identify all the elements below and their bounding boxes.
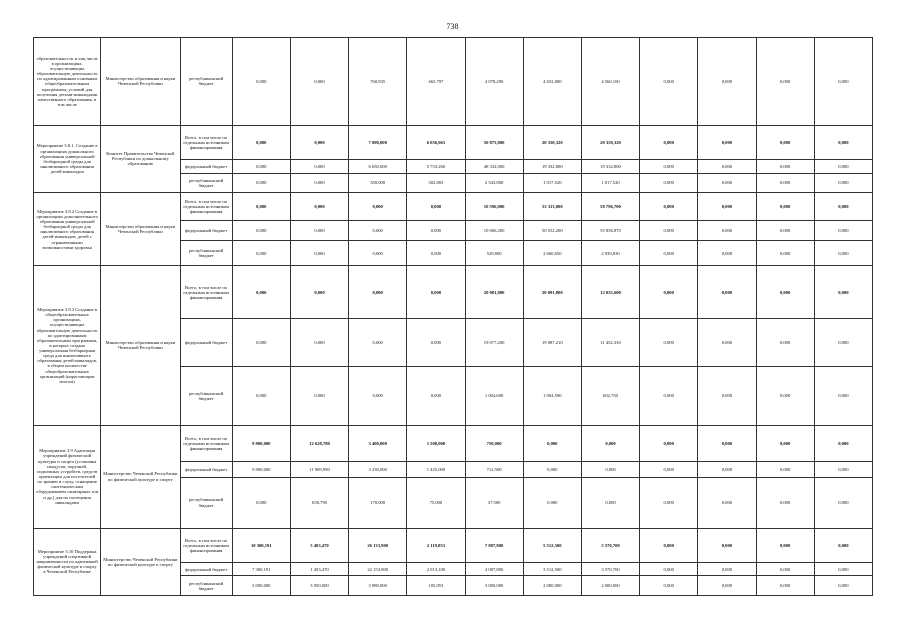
value-cell: 0,000 — [407, 367, 465, 425]
value-cell: 1 425,000 — [407, 462, 465, 477]
value-cell: 0,000 — [290, 38, 348, 126]
value-cell: 0,000 — [814, 425, 872, 462]
value-cell: 0,000 — [290, 173, 348, 192]
value-cell: 0,000 — [698, 125, 756, 160]
value-cell: 0,000 — [640, 477, 698, 528]
value-cell: 0,000 — [349, 266, 407, 319]
value-cell: 0,000 — [407, 220, 465, 240]
value-cell: 0,000 — [698, 38, 756, 126]
value-cell: 0,000 — [756, 319, 814, 367]
value-cell: 37,500 — [465, 477, 523, 528]
value-cell: 0,000 — [407, 240, 465, 266]
value-cell: 3 230,000 — [349, 462, 407, 477]
value-cell: 0,000 — [640, 173, 698, 192]
value-cell: 602,750 — [581, 367, 639, 425]
value-cell: 658,790 — [290, 477, 348, 528]
value-cell: 0,000 — [407, 266, 465, 319]
value-cell: 2 660,650 — [523, 240, 581, 266]
value-cell: 4 087,800 — [465, 563, 523, 576]
value-cell: 0,000 — [232, 173, 290, 192]
value-cell: 0,000 — [349, 319, 407, 367]
value-cell: 0,000 — [814, 173, 872, 192]
value-cell: 20 091,800 — [523, 266, 581, 319]
value-cell: 0,000 — [698, 319, 756, 367]
value-cell: 2 000,000 — [581, 576, 639, 596]
funding-source-cell: Всего, в том числе по отдельным источникам финансирования — [180, 193, 232, 221]
value-cell: 0,000 — [698, 220, 756, 240]
value-cell: 0,000 — [349, 367, 407, 425]
responsible-cell: Министерство образования и науки Чеченской Республики — [101, 266, 180, 425]
value-cell: 0,000 — [698, 563, 756, 576]
value-cell: 0,000 — [290, 160, 348, 173]
value-cell: 0,000 — [232, 319, 290, 367]
value-cell: 0,000 — [349, 193, 407, 221]
value-cell: 0,000 — [756, 528, 814, 563]
funding-source-cell: Всего, в том числе по отдельным источникам финансирования — [180, 266, 232, 319]
value-cell: 0,000 — [814, 576, 872, 596]
value-cell: 0,000 — [756, 477, 814, 528]
funding-source-cell: республиканский бюджет — [180, 367, 232, 425]
value-cell: 0,000 — [232, 160, 290, 173]
value-cell: 0,000 — [756, 425, 814, 462]
value-cell: 1 017,520 — [523, 173, 581, 192]
value-cell: 75,000 — [407, 477, 465, 528]
value-cell: 0,000 — [698, 425, 756, 462]
value-cell: 9 800,000 — [232, 462, 290, 477]
value-cell: 302,803 — [407, 173, 465, 192]
responsible-cell: Комитет Правительства Чеченской Республики по дошкольному образованию — [101, 125, 180, 192]
value-cell: 20 350,320 — [581, 125, 639, 160]
value-cell: 0,000 — [290, 125, 348, 160]
value-cell: 58 796,700 — [581, 193, 639, 221]
value-cell: 0,000 — [290, 193, 348, 221]
value-cell: 0,000 — [698, 462, 756, 477]
value-cell: 6 650,000 — [349, 160, 407, 173]
value-cell: 0,000 — [232, 38, 290, 126]
value-cell: 3 512,500 — [523, 563, 581, 576]
value-cell: 0,000 — [640, 563, 698, 576]
value-cell: 2 939,830 — [581, 240, 639, 266]
value-cell: 10 066,200 — [465, 220, 523, 240]
funding-source-cell: республиканский бюджет — [180, 173, 232, 192]
funding-source-cell: федеральный бюджет — [180, 319, 232, 367]
value-cell: 12 055,600 — [581, 266, 639, 319]
funding-source-cell: республиканский бюджет — [180, 240, 232, 266]
value-cell: 0,000 — [640, 125, 698, 160]
funding-source-cell: федеральный бюджет — [180, 160, 232, 173]
value-cell: 53 313,000 — [523, 193, 581, 221]
value-cell: 0,000 — [756, 193, 814, 221]
responsible-cell: Министерство образования и науки Чеченской Республики — [101, 38, 180, 126]
value-cell: 0,000 — [232, 266, 290, 319]
value-cell: 712,500 — [465, 462, 523, 477]
value-cell: 3 980,000 — [349, 576, 407, 596]
value-cell: 7 300,191 — [232, 563, 290, 576]
value-cell: 22 153,900 — [349, 563, 407, 576]
value-cell: 3 400,000 — [349, 425, 407, 462]
value-cell: 0,000 — [756, 125, 814, 160]
activity-cell: Мероприятие 3.8.1. Создание в организациях дошкольного образования универсальной безбарьерной среды для инклюзивного образования детей-инвалидов — [34, 125, 101, 192]
value-cell: 19 087,210 — [523, 319, 581, 367]
value-cell: 4 560,100 — [581, 38, 639, 126]
value-cell: 0,000 — [698, 367, 756, 425]
value-cell: 760,935 — [349, 38, 407, 126]
value-cell: 1 004,600 — [465, 367, 523, 425]
value-cell: 12 628,780 — [290, 425, 348, 462]
value-cell: 0,000 — [640, 160, 698, 173]
value-cell: 0,000 — [232, 477, 290, 528]
value-cell: 55 856,870 — [581, 220, 639, 240]
value-cell: 4 078,290 — [465, 38, 523, 126]
value-cell: 0,000 — [756, 563, 814, 576]
value-cell: 50 875,800 — [465, 125, 523, 160]
value-cell: 11 452,330 — [581, 319, 639, 367]
value-cell: 0,000 — [814, 125, 872, 160]
value-cell: 0,000 — [756, 240, 814, 266]
value-cell: 3 000,000 — [465, 576, 523, 596]
value-cell: 4 652,800 — [523, 38, 581, 126]
value-cell: 0,000 — [640, 367, 698, 425]
value-cell: 0,000 — [814, 193, 872, 221]
funding-source-cell: республиканский бюджет — [180, 576, 232, 596]
value-cell: 26 133,900 — [349, 528, 407, 563]
value-cell: 0,000 — [698, 173, 756, 192]
value-cell: 0,000 — [698, 266, 756, 319]
value-cell: 0,000 — [290, 240, 348, 266]
responsible-cell: Министерство образования и науки Чеченской Республики — [101, 193, 180, 266]
activity-cell: образовательности и лиц числе в организациях, осуществляющих образовательную деятельность по адаптированным основным общеобразовательным программам, условий для получения детьми-инвалидами качественного образования, в том числе — [34, 38, 101, 126]
value-cell: 0,000 — [523, 425, 581, 462]
value-cell: 0,000 — [756, 266, 814, 319]
value-cell: 0,000 — [407, 193, 465, 221]
activity-cell: Мероприятие 3.10 Поддержка учреждений спортивной направленности по адаптивной физической культуре и спорту в Чеченской Республике — [34, 528, 101, 595]
funding-source-cell: республиканский бюджет — [180, 38, 232, 126]
value-cell: 0,000 — [349, 240, 407, 266]
table-row — [34, 125, 873, 160]
value-cell: 1 004,590 — [523, 367, 581, 425]
value-cell: 0,000 — [640, 576, 698, 596]
value-cell: 0,000 — [640, 266, 698, 319]
value-cell: 0,000 — [814, 160, 872, 173]
value-cell: 2 543,800 — [465, 173, 523, 192]
value-cell: 0,000 — [523, 462, 581, 477]
value-cell: 0,000 — [814, 563, 872, 576]
value-cell: 5 753,260 — [407, 160, 465, 173]
value-cell: 0,000 — [756, 367, 814, 425]
value-cell: 0,000 — [290, 319, 348, 367]
value-cell: 2 000,000 — [523, 576, 581, 596]
value-cell: 20 350,320 — [523, 125, 581, 160]
value-cell: 0,000 — [814, 38, 872, 126]
value-cell: 10 596,000 — [465, 193, 523, 221]
value-cell: 0,000 — [407, 319, 465, 367]
value-cell: 1 017,520 — [581, 173, 639, 192]
value-cell: 0,000 — [814, 266, 872, 319]
value-cell: 5 512,500 — [523, 528, 581, 563]
funding-source-cell: Всего, в том числе по отдельным источникам финансирования — [180, 528, 232, 563]
value-cell: 0,000 — [581, 462, 639, 477]
funding-source-cell: федеральный бюджет — [180, 563, 232, 576]
table-row — [34, 425, 873, 462]
value-cell: 2 013,100 — [407, 563, 465, 576]
value-cell: 465,797 — [407, 38, 465, 126]
value-cell: 7 087,800 — [465, 528, 523, 563]
value-cell: 0,000 — [232, 125, 290, 160]
value-cell: 3 950,000 — [290, 576, 348, 596]
value-cell: 0,000 — [232, 220, 290, 240]
value-cell: 1 500,000 — [407, 425, 465, 462]
value-cell: 0,000 — [290, 367, 348, 425]
value-cell: 50 552,200 — [523, 220, 581, 240]
value-cell: 0,000 — [814, 367, 872, 425]
page-number: 738 — [446, 22, 459, 31]
responsible-cell: Министерство Чеченской Республики по физической культуре и спорту — [101, 528, 180, 595]
value-cell: 0,000 — [640, 220, 698, 240]
value-cell: 10 300,191 — [232, 528, 290, 563]
value-cell: 0,000 — [698, 240, 756, 266]
value-cell: 19 077,200 — [465, 319, 523, 367]
activity-cell: Мероприятие 3.9 Адаптация учреждений физической культуры и спорта (установка пандусов, поручней, подъемных устройств, средств ориентации для посетителей по зрению и слуху, оснащение сантехническим оборудованием санитарных зон и др.) для их посещения инвалидами — [34, 425, 101, 528]
value-cell: 0,000 — [581, 477, 639, 528]
value-cell: 0,000 — [814, 319, 872, 367]
responsible-cell: Министерство Чеченской Республики по физической культуре и спорту — [101, 425, 180, 528]
funding-source-cell: Всего, в том числе по отдельным источникам финансирования — [180, 125, 232, 160]
value-cell: 0,000 — [640, 240, 698, 266]
value-cell: 1 453,470 — [290, 563, 348, 576]
value-cell: 0,000 — [349, 220, 407, 240]
activity-cell: Мероприятие 3.8.2 Создание в организациях дополнительного образования универсальной безбарьерной среды для инклюзивного образования детей-инвалидов, детей с ограниченными возможностями здоровья — [34, 193, 101, 266]
value-cell: 0,000 — [698, 576, 756, 596]
value-cell: 2 119,053 — [407, 528, 465, 563]
budget-table — [33, 37, 873, 596]
funding-source-cell: федеральный бюджет — [180, 462, 232, 477]
value-cell: 0,000 — [814, 477, 872, 528]
value-cell: 0,000 — [756, 173, 814, 192]
value-cell: 0,000 — [640, 193, 698, 221]
value-cell: 0,000 — [756, 160, 814, 173]
funding-source-cell: федеральный бюджет — [180, 220, 232, 240]
value-cell: 0,000 — [232, 193, 290, 221]
table-row — [34, 266, 873, 319]
value-cell: 0,000 — [756, 462, 814, 477]
value-cell: 0,000 — [290, 266, 348, 319]
value-cell: 0,000 — [232, 240, 290, 266]
value-cell: 0,000 — [814, 462, 872, 477]
value-cell: 0,000 — [814, 240, 872, 266]
value-cell: 19 332,800 — [523, 160, 581, 173]
value-cell: 3 570,700 — [581, 563, 639, 576]
value-cell: 0,000 — [814, 528, 872, 563]
value-cell: 5 570,700 — [581, 528, 639, 563]
value-cell: 3 000,000 — [232, 576, 290, 596]
value-cell: 48 332,000 — [465, 160, 523, 173]
value-cell: 0,000 — [581, 425, 639, 462]
value-cell: 0,000 — [756, 38, 814, 126]
value-cell: 6 056,063 — [407, 125, 465, 160]
funding-source-cell: республиканский бюджет — [180, 477, 232, 528]
value-cell: 529,800 — [465, 240, 523, 266]
value-cell: 9 800,000 — [232, 425, 290, 462]
value-cell: 0,000 — [698, 160, 756, 173]
value-cell: 0,000 — [640, 462, 698, 477]
value-cell: 0,000 — [756, 576, 814, 596]
value-cell: 0,000 — [290, 220, 348, 240]
value-cell: 750,000 — [465, 425, 523, 462]
value-cell: 0,000 — [756, 220, 814, 240]
value-cell: 5 403,470 — [290, 528, 348, 563]
value-cell: 0,000 — [698, 193, 756, 221]
value-cell: 20 081,800 — [465, 266, 523, 319]
table-row — [34, 193, 873, 221]
value-cell: 0,000 — [640, 528, 698, 563]
value-cell: 7 000,000 — [349, 125, 407, 160]
table-row — [34, 38, 873, 126]
value-cell: 0,000 — [640, 38, 698, 126]
table-row — [34, 528, 873, 563]
value-cell: 0,000 — [523, 477, 581, 528]
value-cell: 350,000 — [349, 173, 407, 192]
value-cell: 0,000 — [698, 477, 756, 528]
value-cell: 19 332,800 — [581, 160, 639, 173]
value-cell: 170,000 — [349, 477, 407, 528]
funding-source-cell: Всего, в том числе по отдельным источникам финансирования — [180, 425, 232, 462]
activity-cell: Мероприятие 3.8.3 Создание в общеобразовательных организациях, осуществляющих образовательную деятельность по адаптированным образовательным программам, в которых создана универсальная безбарьерная среда для инклюзивного образования детей-инвалидов, в общем количестве общеобразовательных организаций (нарастающим итогом) — [34, 266, 101, 425]
value-cell: 0,000 — [640, 425, 698, 462]
value-cell: 0,000 — [232, 367, 290, 425]
value-cell: 0,000 — [698, 528, 756, 563]
value-cell: 105,953 — [407, 576, 465, 596]
value-cell: 11 969,990 — [290, 462, 348, 477]
value-cell: 0,000 — [814, 220, 872, 240]
value-cell: 0,000 — [640, 319, 698, 367]
